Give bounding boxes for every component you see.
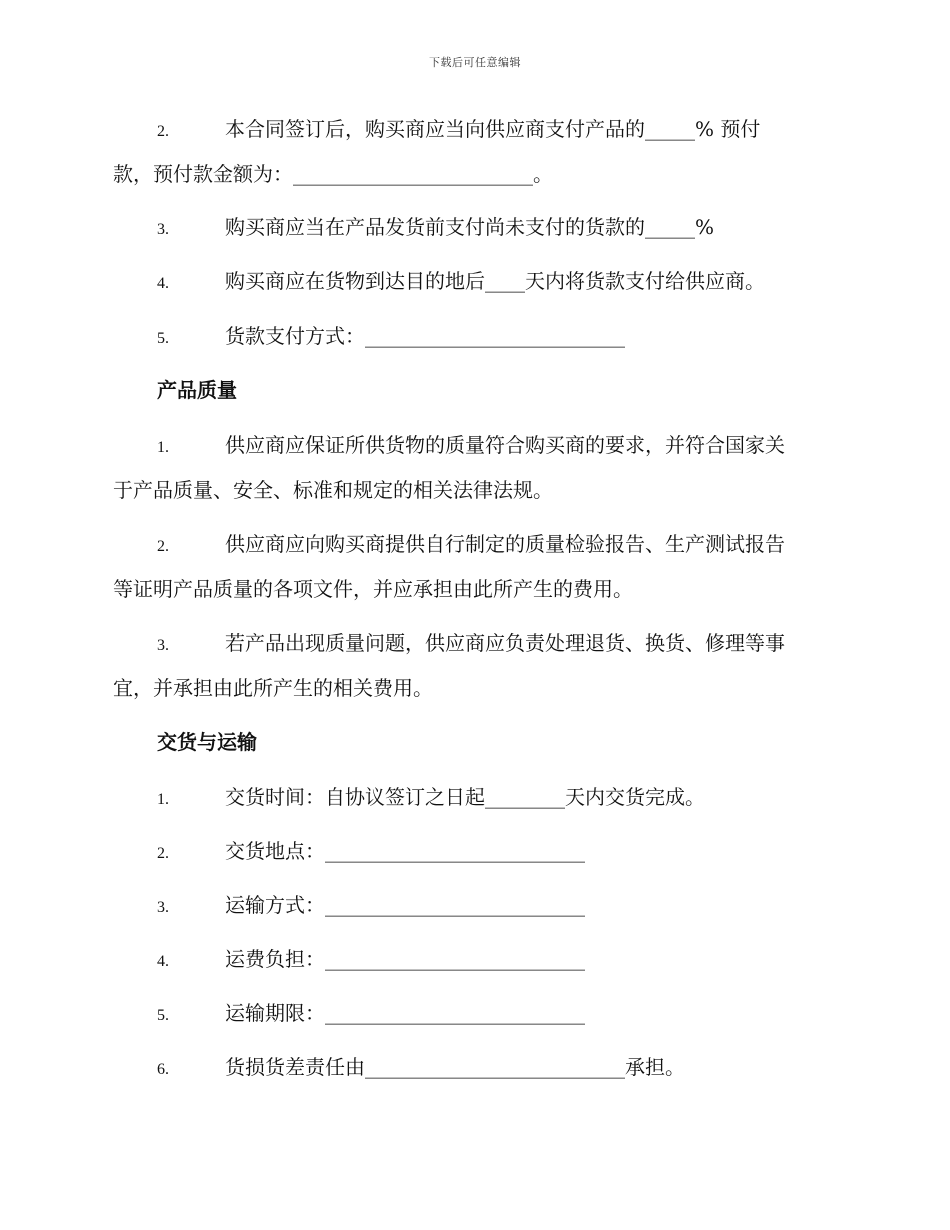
payment-clause-2 (113, 107, 843, 197)
clause-text: 供应商应向购买商提供自行制定的质量检验报告、生产测试报告 (225, 532, 785, 556)
clause-text: 供应商应保证所供货物的质量符合购买商的要求，并符合国家关 (225, 433, 785, 457)
page-header: 下载后可任意编辑 (429, 56, 521, 69)
clause-line (113, 205, 843, 250)
clause-line (113, 1045, 843, 1090)
clause-text: 运输期限：__________________________ (225, 1001, 585, 1025)
clause-line (113, 937, 843, 982)
clause-line (113, 991, 843, 1036)
clause-line (113, 883, 843, 928)
clause-line (113, 423, 843, 468)
delivery-clause-3 (113, 883, 843, 928)
delivery-clause-2 (113, 829, 843, 874)
clause-line (113, 522, 843, 567)
clause-text: 本合同签订后，购买商应当向供应商支付产品的_____% 预付 (225, 117, 761, 141)
clause-line (113, 107, 843, 152)
clause-text: 运费负担：__________________________ (225, 947, 585, 971)
clause-number: 2. (157, 123, 169, 140)
clause-number: 3. (157, 221, 169, 238)
clause-line: 宜，并承担由此所产生的相关费用。 (113, 676, 433, 700)
delivery-clause-5 (113, 991, 843, 1036)
quality-clause-1 (113, 423, 843, 513)
quality-clause-3 (113, 621, 843, 711)
clause-line: 于产品质量、安全、标准和规定的相关法律法规。 (113, 478, 553, 502)
clause-number: 4. (157, 953, 169, 970)
clause-text: 货损货差责任由__________________________承担。 (225, 1055, 685, 1079)
clause-number: 2. (157, 845, 169, 862)
clause-text: 货款支付方式：__________________________ (225, 324, 625, 348)
delivery-clause-6 (113, 1045, 843, 1090)
clause-line (113, 829, 843, 874)
clause-text: 运输方式：__________________________ (225, 893, 585, 917)
clause-text: 购买商应在货物到达目的地后____天内将货款支付给供应商。 (225, 269, 765, 293)
clause-number: 5. (157, 1007, 169, 1024)
clause-text: 交货地点：__________________________ (225, 839, 585, 863)
clause-number: 5. (157, 330, 169, 347)
clause-text: 交货时间：自协议签订之日起________天内交货完成。 (225, 785, 705, 809)
section-heading-delivery: 交货与运输 (157, 730, 257, 754)
clause-text: 若产品出现质量问题，供应商应负责处理退货、换货、修理等事 (225, 631, 785, 655)
clause-line (113, 314, 843, 359)
clause-number: 4. (157, 275, 169, 292)
clause-text: 购买商应当在产品发货前支付尚未支付的货款的_____% (225, 215, 715, 239)
quality-clause-2 (113, 522, 843, 612)
payment-clause-4 (113, 259, 843, 304)
clause-line (113, 775, 843, 820)
delivery-clause-4 (113, 937, 843, 982)
clause-number: 3. (157, 637, 169, 654)
clause-number: 1. (157, 439, 169, 456)
clause-number: 2. (157, 538, 169, 555)
clause-number: 6. (157, 1061, 169, 1078)
clause-line: 等证明产品质量的各项文件，并应承担由此所产生的费用。 (113, 577, 633, 601)
delivery-clause-1 (113, 775, 843, 820)
section-heading-quality: 产品质量 (157, 378, 237, 402)
clause-line (113, 621, 843, 666)
clause-line (113, 259, 843, 304)
clause-number: 3. (157, 899, 169, 916)
clause-number: 1. (157, 791, 169, 808)
payment-clause-3 (113, 205, 843, 250)
clause-line: 款，预付款金额为：________________________。 (113, 162, 553, 186)
payment-clause-5 (113, 314, 843, 359)
